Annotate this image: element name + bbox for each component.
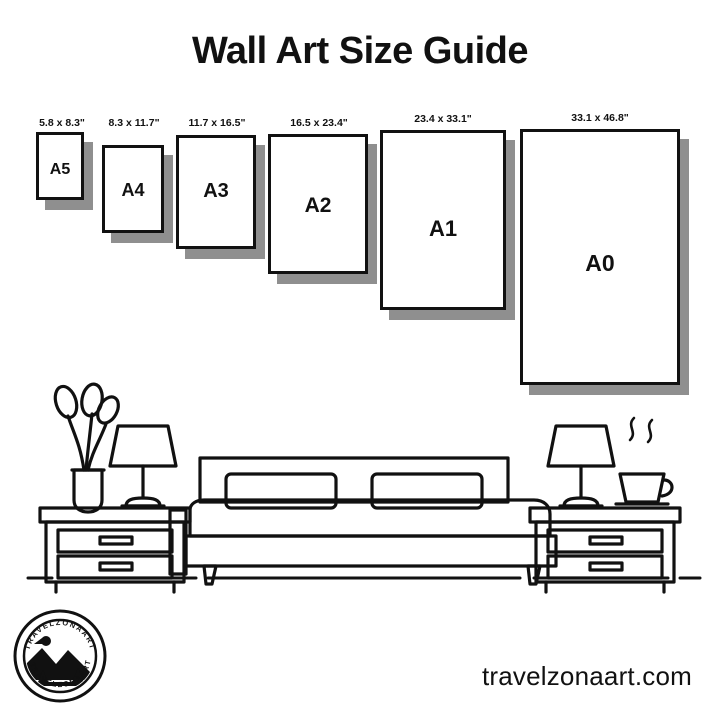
left-nightstand xyxy=(40,508,190,592)
frame-size-name-a5: A5 xyxy=(49,161,71,178)
frame-dimension-label-a2: 16.5 x 23.4" xyxy=(290,117,348,129)
frame-dimension-label-a4: 8.3 x 11.7" xyxy=(108,117,160,129)
frame-dimension-label-a3: 11.7 x 16.5" xyxy=(188,117,246,129)
frame-size-name-a4: A4 xyxy=(121,180,145,200)
frame-box-a1[interactable] xyxy=(380,130,506,310)
coffee-cup xyxy=(616,418,672,504)
right-table-lamp xyxy=(548,426,614,506)
page-title: Wall Art Size Guide xyxy=(191,30,529,72)
frame-size-name-a3: A3 xyxy=(203,180,229,202)
frame-size-name-a0: A0 xyxy=(585,250,615,276)
frame-size-name-a1: A1 xyxy=(428,216,458,241)
frame-box-a0[interactable] xyxy=(520,129,680,385)
frame-box-a3[interactable] xyxy=(176,135,256,249)
website-url[interactable]: travelzonaart.com xyxy=(481,661,692,691)
brand-logo xyxy=(12,608,108,704)
frame-dimension-label-a5: 5.8 x 8.3" xyxy=(39,117,85,129)
frame-dimension-label-a1: 23.4 x 33.1" xyxy=(414,113,472,125)
frame-box-a2[interactable] xyxy=(268,134,368,274)
left-table-lamp xyxy=(110,426,176,506)
bed xyxy=(170,458,556,584)
frame-box-a5[interactable] xyxy=(36,132,84,200)
frame-box-a4[interactable] xyxy=(102,145,164,233)
frame-dimension-label-a0: 33.1 x 46.8" xyxy=(571,112,629,124)
right-nightstand xyxy=(530,508,680,592)
logo-text-top: TRAVELZONAART xyxy=(22,617,98,652)
logo-text-bottom: TRAVELZONAART xyxy=(27,658,93,690)
svg-text:TRAVELZONAART xyxy=(23,618,98,651)
potted-plant xyxy=(52,383,123,512)
frame-size-name-a2: A2 xyxy=(304,194,332,217)
bedroom-illustration xyxy=(0,378,720,608)
